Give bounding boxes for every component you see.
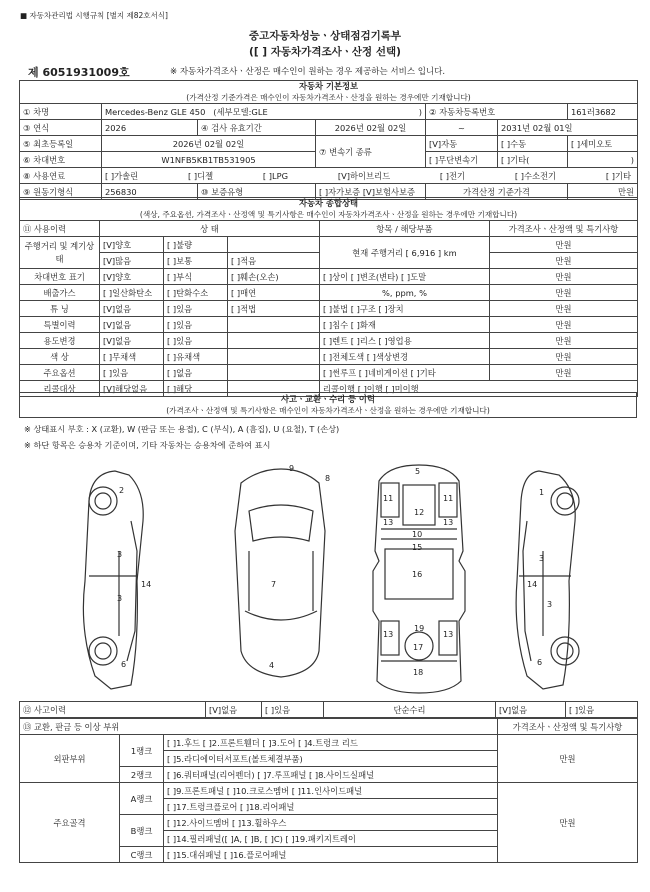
reg-number-label: ② 자동차등록번호 bbox=[426, 104, 568, 120]
year-label: ③ 연식 bbox=[20, 120, 102, 136]
row-label: 튜 닝 bbox=[20, 301, 100, 317]
status-c: [ ]적법 bbox=[228, 301, 320, 317]
part-label: 16 bbox=[412, 570, 423, 579]
outer-panel-label: 외판부위 bbox=[20, 735, 120, 783]
table-row bbox=[20, 269, 638, 285]
price-unit: 만원 bbox=[490, 349, 638, 365]
price-unit: 만원 bbox=[490, 253, 638, 269]
rank-2-label: 2랭크 bbox=[120, 767, 164, 783]
price-unit: 만원 bbox=[490, 317, 638, 333]
row-label: 차대번호 표기 bbox=[20, 269, 100, 285]
part-label: 17 bbox=[413, 643, 424, 652]
rank-b-items-a: [ ]12.사이드멤버 [ ]13.휠하우스 bbox=[164, 815, 498, 831]
car-diagram bbox=[19, 461, 637, 701]
table-row bbox=[20, 365, 638, 381]
mileage-value: 현재 주행거리 [ 6,916 ] km bbox=[320, 237, 490, 269]
simple-repair-label: 단순수리 bbox=[324, 702, 496, 718]
status-a: [V]양호 bbox=[100, 237, 164, 253]
part-label: 19 bbox=[414, 624, 425, 633]
part-label: 15 bbox=[412, 543, 423, 552]
status-b: [ ]해당 bbox=[164, 381, 228, 397]
status-b: [ ]탄화수소 bbox=[164, 285, 228, 301]
accident-yes: [ ]있음 bbox=[262, 702, 324, 718]
part-label: 12 bbox=[414, 508, 425, 517]
overall-section-title: 자동차 종합상태 bbox=[20, 198, 638, 210]
fuel-gasoline: [ ]가솔린 bbox=[105, 170, 139, 181]
transmission-label: ⑦ 변속기 종류 bbox=[316, 136, 426, 168]
status-a: [V]없음 bbox=[100, 301, 164, 317]
part-label: 7 bbox=[271, 580, 277, 589]
row-label: 용도변경 bbox=[20, 333, 100, 349]
inspection-to: 2031년 02월 01일 bbox=[498, 120, 638, 136]
trans-other-close: ) bbox=[568, 152, 638, 168]
fuel-lpg: [ ]LPG bbox=[262, 170, 289, 181]
parts-price-header: 가격조사ㆍ산정액 및 특기사항 bbox=[498, 719, 638, 735]
part-label: 3 bbox=[539, 554, 545, 563]
table-row bbox=[20, 317, 638, 333]
rank-c-label: C랭크 bbox=[120, 847, 164, 863]
status-a: [ ]있음 bbox=[100, 365, 164, 381]
inspection-from: 2026년 02월 02일 bbox=[316, 120, 426, 136]
status-c: [ ]훼손(오손) bbox=[228, 269, 320, 285]
right-side-view bbox=[516, 471, 579, 689]
status-c: [ ]매연 bbox=[228, 285, 320, 301]
row-label: 색 상 bbox=[20, 349, 100, 365]
status-b: [ ]부식 bbox=[164, 269, 228, 285]
item-header: 항목 / 해당부품 bbox=[320, 221, 490, 237]
rank-a-items-a: [ ]9.프론트패널 [ ]10.크로스멤버 [ ]11.인사이드패널 bbox=[164, 783, 498, 799]
price-unit: 만원 bbox=[490, 269, 638, 285]
row-items: [ ]렌트 [ ]리스 [ ]영업용 bbox=[320, 333, 490, 349]
warranty-self: [ ]자가보증 bbox=[319, 186, 361, 197]
rank-1-label: 1랭크 bbox=[120, 735, 164, 767]
main-frame-label: 주요골격 bbox=[20, 783, 120, 863]
part-label: 14 bbox=[141, 580, 152, 589]
part-label: 5 bbox=[415, 467, 421, 476]
rank-2-items: [ ]6.쿼터패널(리어펜더) [ ]7.루프패널 [ ]8.사이드실패널 bbox=[164, 767, 498, 783]
table-row bbox=[20, 333, 638, 349]
engine-label: ⑨ 원동기형식 bbox=[20, 184, 102, 200]
table-row bbox=[20, 285, 638, 301]
status-a: [V]해당없음 bbox=[100, 381, 164, 397]
status-b: [ ]유채색 bbox=[164, 349, 228, 365]
part-label: 10 bbox=[412, 530, 423, 539]
form-reference: ■ 자동차관리법 시행규칙 [별지 제82호서식] bbox=[20, 11, 168, 20]
part-label: 6 bbox=[121, 660, 127, 669]
fuel-electric: [ ]전기 bbox=[439, 170, 466, 181]
table-row bbox=[20, 237, 638, 253]
car-detail-model: (세부모델:GLE bbox=[213, 106, 268, 117]
frame-price-unit: 만원 bbox=[498, 783, 638, 863]
row-label: 배출가스 bbox=[20, 285, 100, 301]
status-a: [ ]일산화탄소 bbox=[100, 285, 164, 301]
status-a: [V]많음 bbox=[100, 253, 164, 269]
vin-value: W1NFB5KB1TB531905 bbox=[102, 152, 316, 168]
accident-history-label: ⑫ 사고이력 bbox=[20, 702, 206, 718]
status-header: 상 태 bbox=[100, 221, 320, 237]
part-label: 6 bbox=[537, 658, 543, 667]
part-label: 13 bbox=[443, 518, 454, 527]
repair-yes: [ ]있음 bbox=[566, 702, 638, 718]
price-unit: 만원 bbox=[490, 237, 638, 253]
trans-cvt: [ ]무단변속기 bbox=[426, 152, 498, 168]
table-row bbox=[20, 301, 638, 317]
overall-status-table bbox=[19, 197, 638, 397]
engine-value: 256830 bbox=[102, 184, 198, 200]
part-label: 2 bbox=[119, 486, 125, 495]
left-side-view bbox=[83, 471, 143, 689]
basic-section-note: (가격산정 기준가격은 매수인이 자동차가격조사ㆍ산정을 원하는 경우에만 기재합니다) bbox=[20, 92, 638, 104]
price-note-header: 가격조사ㆍ산정액 및 특기사항 bbox=[490, 221, 638, 237]
status-c bbox=[228, 365, 320, 381]
part-label: 13 bbox=[443, 630, 454, 639]
accident-header-table bbox=[19, 392, 637, 418]
rank-b-label: B랭크 bbox=[120, 815, 164, 847]
accident-history-table bbox=[19, 701, 638, 718]
row-label: 특별이력 bbox=[20, 317, 100, 333]
row-label: 주행거리 및 계기상태 bbox=[20, 237, 100, 269]
accident-section-title: 사고ㆍ교환ㆍ수리 등 이력 bbox=[20, 393, 637, 406]
outer-price-unit: 만원 bbox=[498, 735, 638, 783]
accident-section-note: (가격조사ㆍ산정액 및 특기사항은 매수인이 자동차가격조사ㆍ산정을 원하는 경우에만 기재합니다) bbox=[20, 405, 637, 418]
status-b: [ ]없음 bbox=[164, 365, 228, 381]
document-number: 제 6051931009호 bbox=[28, 66, 130, 79]
status-b: [ ]있음 bbox=[164, 301, 228, 317]
top-front-view bbox=[235, 469, 325, 677]
form-subtitle: ([ ] 자동차가격조사ㆍ산정 선택) bbox=[249, 46, 401, 58]
rank-c-items: [ ]15.대쉬패널 [ ]16.플로어패널 bbox=[164, 847, 498, 863]
form-title: 중고자동차성능ㆍ상태점검기록부 bbox=[248, 30, 402, 42]
rank-1-items-b: [ ]5.라디에이터서포트(볼트체결부품) bbox=[164, 751, 498, 767]
price-unit: 만원 bbox=[490, 285, 638, 301]
row-items: [ ]전체도색 [ ]색상변경 bbox=[320, 349, 490, 365]
rank-1-items-a: [ ]1.후드 [ ]2.프론트휀더 [ ]3.도어 [ ]4.트렁크 리드 bbox=[164, 735, 498, 751]
basic-info-table bbox=[19, 80, 638, 200]
trans-auto: [V]자동 bbox=[426, 136, 498, 152]
status-c bbox=[228, 333, 320, 349]
usage-history-header: ⑪ 사용이력 bbox=[20, 221, 100, 237]
part-label: 11 bbox=[443, 494, 454, 503]
row-items: [ ]침수 [ ]화재 bbox=[320, 317, 490, 333]
first-reg-value: 2026년 02월 02일 bbox=[102, 136, 316, 152]
fuel-label: ⑧ 사용연료 bbox=[20, 168, 102, 184]
table-row bbox=[20, 349, 638, 365]
car-name-label: ① 차명 bbox=[20, 104, 102, 120]
accident-none: [V]없음 bbox=[206, 702, 262, 718]
repair-none: [V]없음 bbox=[496, 702, 566, 718]
inspection-tilde: ~ bbox=[426, 120, 498, 136]
part-label: 1 bbox=[539, 488, 545, 497]
fuel-hydrogen: [ ]수소전기 bbox=[514, 170, 557, 181]
rank-b-items-b: [ ]14.필러패널([ ]A, [ ]B, [ ]C) [ ]19.패키지트레이 bbox=[164, 831, 498, 847]
status-c bbox=[228, 317, 320, 333]
part-label: 8 bbox=[325, 474, 331, 483]
basic-section-title: 자동차 기본정보 bbox=[20, 81, 638, 93]
fuel-other: [ ]기타 bbox=[605, 170, 631, 181]
row-items: [ ]상이 [ ]변조(변타) [ ]도말 bbox=[320, 269, 490, 285]
fuel-hybrid: [V]하이브리드 bbox=[337, 170, 391, 181]
status-b: [ ]불량 bbox=[164, 237, 228, 253]
status-symbol-legend: ※ 상태표시 부호 : X (교환), W (판금 또는 용접), C (부식), A (흠집), U (요철), T (손상) bbox=[24, 424, 340, 434]
warranty-insurance: [V]보험사보증 bbox=[362, 186, 416, 197]
status-c: [ ]적음 bbox=[228, 253, 320, 269]
overall-section-note: (색상, 주요옵션, 가격조사ㆍ산정액 및 특기사항은 매수인이 자동차가격조사ㆍ산정을 원하는 경우에만 기재합니다) bbox=[20, 209, 638, 221]
trans-other: [ ]기타( bbox=[498, 152, 568, 168]
base-price-label: 가격산정 기준가격 bbox=[426, 184, 568, 200]
rank-a-label: A랭크 bbox=[120, 783, 164, 815]
part-label: 13 bbox=[383, 630, 394, 639]
passenger-car-note: ※ 하단 항목은 승용차 기준이며, 기타 자동차는 승용차에 준하여 표시 bbox=[24, 440, 271, 450]
part-label: 13 bbox=[383, 518, 394, 527]
fuel-diesel: [ ]디젤 bbox=[187, 170, 214, 181]
trans-semi: [ ]세미오토 bbox=[568, 136, 638, 152]
recall-items: 리콜이행 [ ]이행 [ ]미이행 bbox=[320, 381, 638, 397]
status-c bbox=[228, 349, 320, 365]
row-items: [ ]불법 [ ]구조 [ ]장치 bbox=[320, 301, 490, 317]
first-reg-label: ⑤ 최초등록일 bbox=[20, 136, 102, 152]
car-name-value: Mercedes-Benz GLE 450 bbox=[105, 106, 206, 117]
row-label: 주요옵션 bbox=[20, 365, 100, 381]
status-a: [V]없음 bbox=[100, 333, 164, 349]
part-label: 3 bbox=[547, 600, 553, 609]
car-diagram-svg bbox=[19, 461, 637, 701]
vin-label: ⑥ 차대번호 bbox=[20, 152, 102, 168]
part-label: 18 bbox=[413, 668, 424, 677]
price-unit: 만원 bbox=[490, 365, 638, 381]
rank-a-items-b: [ ]17.트렁크플로어 [ ]18.리어패널 bbox=[164, 799, 498, 815]
car-detail-close: ) bbox=[418, 106, 422, 117]
base-price-unit: 만원 bbox=[568, 184, 638, 200]
reg-number-value: 161러3682 bbox=[568, 104, 638, 120]
parts-header: ⑬ 교환, 판금 등 이상 부위 bbox=[20, 719, 498, 735]
row-label: 리콜대상 bbox=[20, 381, 100, 397]
part-label: 3 bbox=[117, 550, 123, 559]
parts-table bbox=[19, 718, 638, 863]
status-b: [ ]있음 bbox=[164, 333, 228, 349]
status-a: [V]양호 bbox=[100, 269, 164, 285]
status-b: [ ]있음 bbox=[164, 317, 228, 333]
row-items: [ ]썬루프 [ ]네비게이션 [ ]기타 bbox=[320, 365, 490, 381]
year-value: 2026 bbox=[102, 120, 198, 136]
part-label: 3 bbox=[117, 594, 123, 603]
inspection-validity-label: ④ 검사 유효기간 bbox=[198, 120, 316, 136]
status-c bbox=[228, 237, 320, 253]
part-label: 11 bbox=[383, 494, 394, 503]
trans-manual: [ ]수동 bbox=[498, 136, 568, 152]
status-b: [ ]보통 bbox=[164, 253, 228, 269]
row-items: %, ppm, % bbox=[320, 285, 490, 301]
price-unit: 만원 bbox=[490, 333, 638, 349]
part-label: 14 bbox=[527, 580, 538, 589]
price-unit: 만원 bbox=[490, 301, 638, 317]
warranty-label: ⑩ 보증유형 bbox=[198, 184, 316, 200]
part-label: 4 bbox=[269, 661, 275, 670]
part-label: 9 bbox=[289, 464, 295, 473]
status-a: [ ]무채색 bbox=[100, 349, 164, 365]
service-notice: ※ 자동차가격조사ㆍ산정은 매수인이 원하는 경우 제공하는 서비스 입니다. bbox=[170, 67, 446, 77]
status-a: [V]없음 bbox=[100, 317, 164, 333]
